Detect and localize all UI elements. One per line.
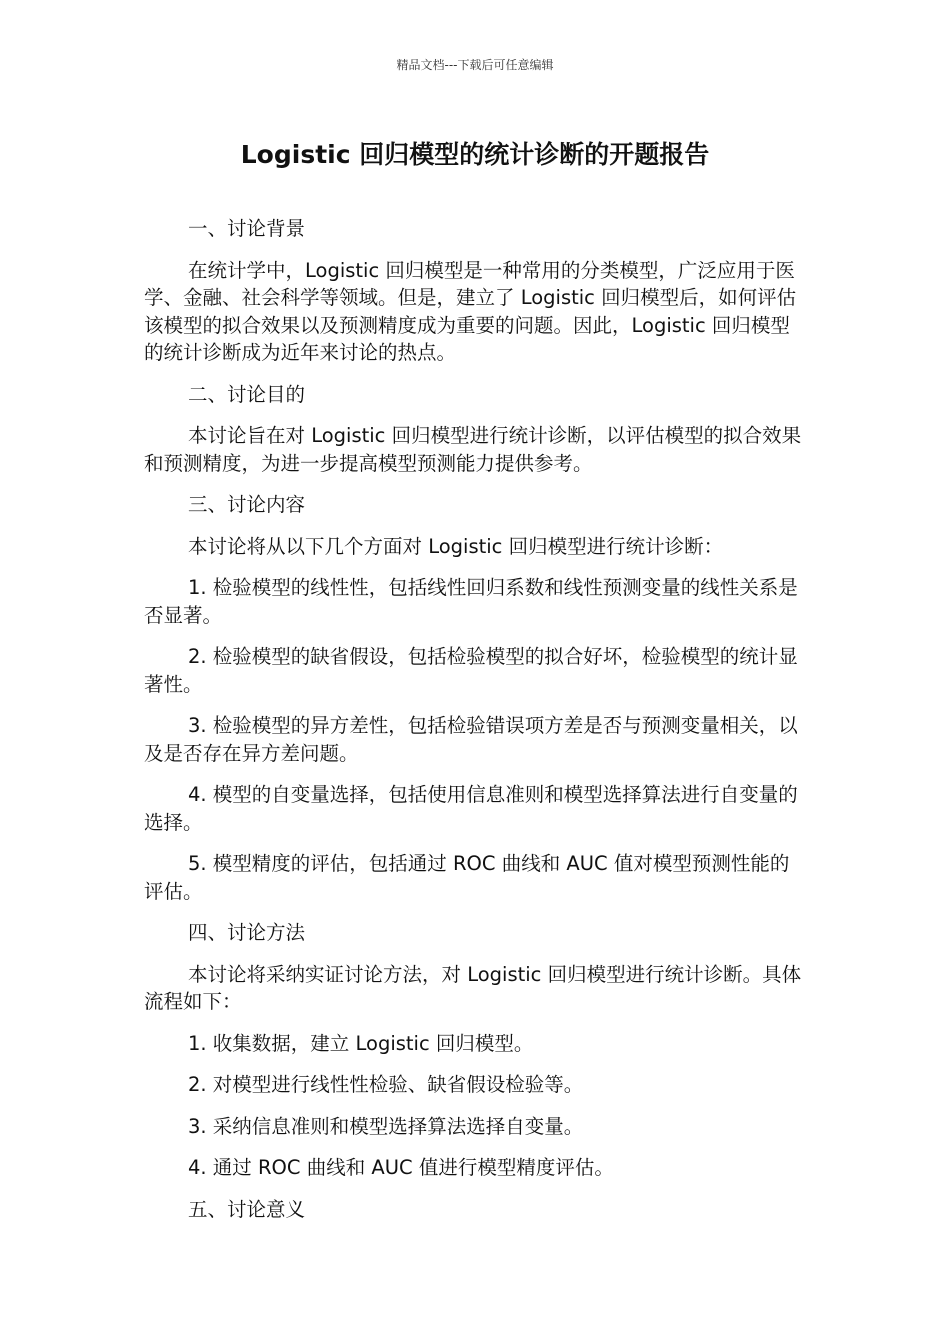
list-item-content-1: 1. 检验模型的线性性，包括线性回归系数和线性预测变量的线性关系是否显著。 [144,576,798,627]
section-heading-method: 四、讨论方法 [188,921,306,944]
list-item-method-3: 3. 采纳信息准则和模型选择算法选择自变量。 [188,1114,584,1138]
document-body [144,215,806,1237]
list-item-content-5: 5. 模型精度的评估，包括通过 ROC 曲线和 AUC 值对模型预测性能的评估。 [144,852,790,903]
section-heading-significance: 五、讨论意义 [188,1197,306,1221]
list-item-content-3: 3. 检验模型的异方差性，包括检验错误项方差是否与预测变量相关，以及是否存在异方差问题。 [144,714,798,765]
list-item-method-4: 4. 通过 ROC 曲线和 AUC 值进行模型精度评估。 [188,1156,614,1179]
list-item-content-4: 4. 模型的自变量选择，包括使用信息准则和模型选择算法进行自变量的选择。 [144,783,798,834]
page-header-note: 精品文档---下载后可任意编辑 [396,58,554,72]
section-heading-content: 三、讨论内容 [188,493,306,516]
list-item-method-1: 1. 收集数据，建立 Logistic 回归模型。 [188,1031,534,1055]
document-title: Logistic 回归模型的统计诊断的开题报告 [240,140,710,169]
section-heading-purpose: 二、讨论目的 [188,382,306,406]
list-item-content-2: 2. 检验模型的缺省假设，包括检验模型的拟合好坏，检验模型的统计显著性。 [144,645,798,696]
section-heading-background: 一、讨论背景 [188,217,306,240]
paragraph-purpose: 本讨论旨在对 Logistic 回归模型进行统计诊断，以评估模型的拟合效果和预测精度，为进一步提高模型预测能力提供参考。 [144,424,802,475]
paragraph-content-intro: 本讨论将从以下几个方面对 Logistic 回归模型进行统计诊断： [188,534,724,558]
list-item-method-2: 2. 对模型进行线性性检验、缺省假设检验等。 [188,1073,584,1096]
paragraph-background: 在统计学中，Logistic 回归模型是一种常用的分类模型，广泛应用于医学、金融、社会科学等领域。但是，建立了 Logistic 回归模型后，如何评估该模型的拟合效果以及预测精度成为重要的问题。因此，Logistic 回归模型的统计诊断成为近年来讨论的热点。 [144,258,797,364]
paragraph-method-intro: 本讨论将采纳实证讨论方法，对 Logistic 回归模型进行统计诊断。具体流程如下： [144,962,802,1013]
